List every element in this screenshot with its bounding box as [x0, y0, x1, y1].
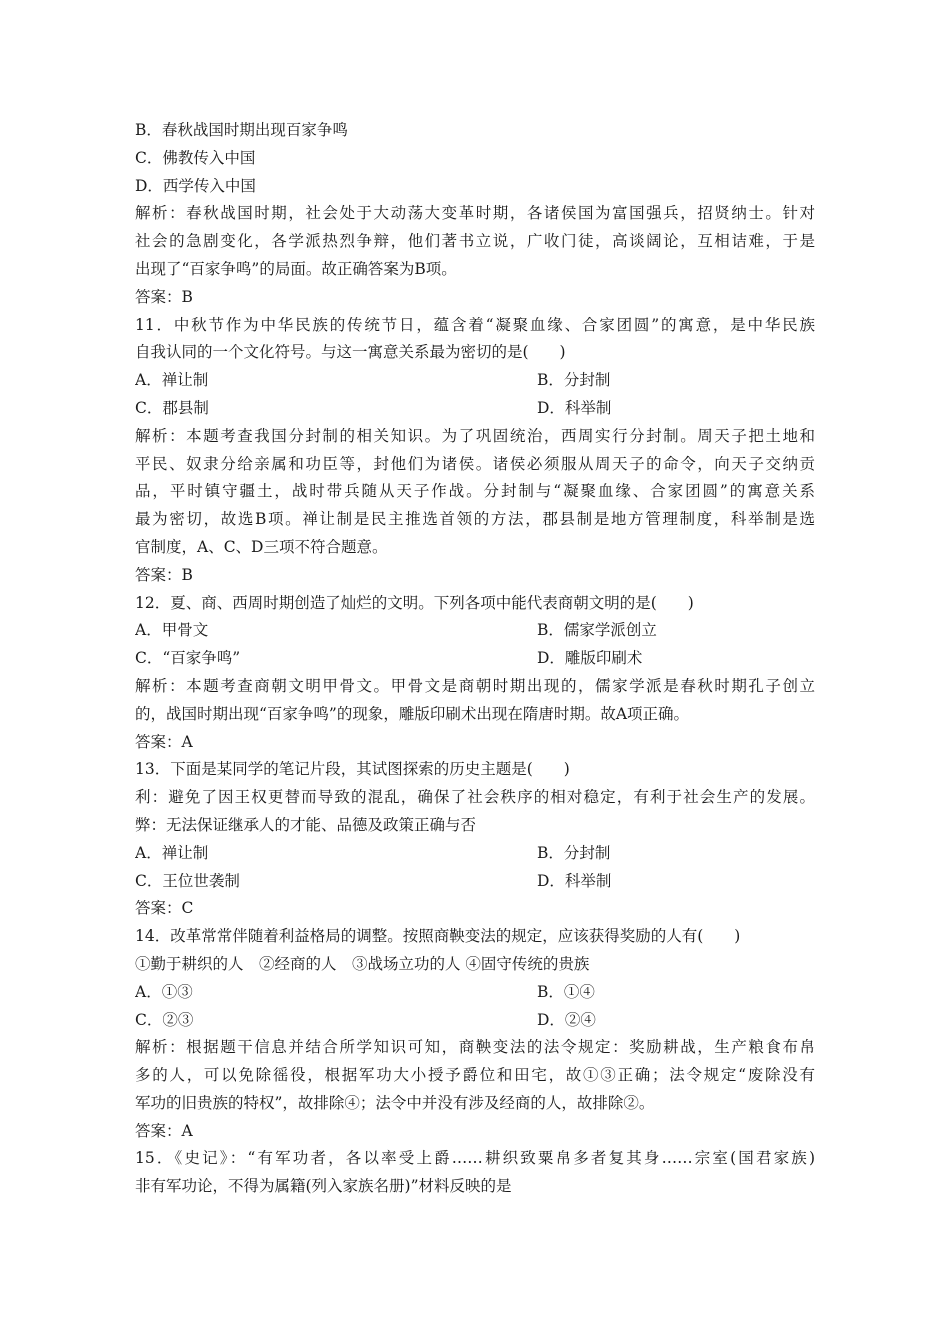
text-line: 答案：B — [135, 565, 193, 584]
text-line: 解析：根据题干信息并结合所学知识可知，商鞅变法的法令规定：奖励耕战，生产粮食布帛 — [135, 1038, 815, 1057]
option-left: C．②③ — [135, 1010, 194, 1029]
text-line: 品，平时镇守疆土，战时带兵随从天子作战。分封制与“凝聚血缘、合家团圆”的寓意关系 — [135, 482, 815, 501]
option-right: B．分封制 — [537, 371, 611, 390]
option-left: A．禅让制 — [135, 371, 209, 390]
option-row — [135, 979, 815, 1007]
document-body — [135, 117, 815, 1201]
option-row — [135, 645, 815, 673]
text-line: 军功的旧贵族的特权”，故排除④；法令中并没有涉及经商的人，故排除②。 — [135, 1093, 655, 1112]
text-line: 13．下面是某同学的笔记片段，其试图探索的历史主题是( ) — [135, 760, 570, 779]
option-right: D．雕版印刷术 — [537, 649, 643, 668]
option-row — [135, 840, 815, 868]
text-line: ①勤于耕织的人 ②经商的人 ③战场立功的人 ④固守传统的贵族 — [135, 954, 590, 973]
text-line: 答案：B — [135, 287, 193, 306]
text-line: 11．中秋节作为中华民族的传统节日，蕴含着“凝聚血缘、合家团圆”的寓意，是中华民族 — [135, 315, 815, 334]
text-line: C．佛教传入中国 — [135, 148, 256, 167]
text-line: 的，战国时期出现“百家争鸣”的现象，雕版印刷术出现在隋唐时期。故A项正确。 — [135, 704, 690, 723]
text-line: 12．夏、商、西周时期创造了灿烂的文明。下列各项中能代表商朝文明的是( ) — [135, 593, 694, 612]
option-left: C．王位世袭制 — [135, 871, 240, 890]
option-row — [135, 395, 815, 423]
text-line: 解析：本题考查我国分封制的相关知识。为了巩固统治，西周实行分封制。周天子把土地和 — [135, 426, 815, 445]
text-line: B．春秋战国时期出现百家争鸣 — [135, 121, 348, 139]
option-right: D．②④ — [537, 1010, 596, 1029]
text-line: 自我认同的一个文化符号。与这一寓意关系最为密切的是( ) — [135, 343, 566, 362]
option-left: A．①③ — [135, 982, 193, 1001]
text-line: 非有军功论，不得为属籍(列入家族名册)”材料反映的是 — [135, 1177, 512, 1196]
text-line: 答案：A — [135, 732, 193, 751]
option-right: B．①④ — [537, 982, 595, 1001]
option-left: C．郡县制 — [135, 398, 209, 417]
text-line: 解析：本题考查商朝文明甲骨文。甲骨文是商朝时期出现的，儒家学派是春秋时期孔子创立 — [135, 676, 815, 695]
text-line: 答案：A — [135, 1121, 193, 1140]
option-row — [135, 617, 815, 645]
option-row — [135, 367, 815, 395]
text-line: 平民、奴隶分给亲属和功臣等，封他们为诸侯。诸侯必须服从周天子的命令，向天子交纳贡 — [135, 454, 815, 473]
option-right: B．儒家学派创立 — [537, 621, 657, 640]
text-line: 解析：春秋战国时期，社会处于大动荡大变革时期，各诸侯国为富国强兵，招贤纳士。针对 — [135, 204, 815, 223]
text-line: 多的人，可以免除徭役，根据军功大小授予爵位和田宅，故①③正确；法令规定“废除没有 — [135, 1066, 815, 1085]
text-line: D．西学传入中国 — [135, 176, 256, 195]
option-right: D．科举制 — [537, 398, 612, 417]
text-line: 弊：无法保证继承人的才能、品德及政策正确与否 — [135, 815, 477, 834]
text-line: 15．《史记》：“有军功者，各以率受上爵……耕织致粟帛多者复其身……宗室(国君家族) — [135, 1149, 815, 1168]
text-line: 答案：C — [135, 899, 194, 918]
text-line: 最为密切，故选B项。禅让制是民主推选首领的方法，郡县制是地方管理制度，科举制是选 — [135, 510, 815, 529]
option-row — [135, 1007, 815, 1035]
text-line: 利：避免了因王权更替而导致的混乱，确保了社会秩序的相对稳定，有利于社会生产的发展。 — [135, 788, 815, 807]
option-right: D．科举制 — [537, 871, 612, 890]
option-left: C．“百家争鸣” — [135, 649, 241, 668]
text-line: 社会的急剧变化，各学派热烈争辩，他们著书立说，广收门徒，高谈阔论，互相诘难，于是 — [135, 232, 815, 251]
text-line: 14．改革常常伴随着利益格局的调整。按照商鞅变法的规定，应该获得奖励的人有( ) — [135, 927, 741, 946]
text-line: 出现了“百家争鸣”的局面。故正确答案为B项。 — [135, 259, 457, 278]
option-right: B．分封制 — [537, 843, 611, 862]
option-left: A．甲骨文 — [135, 621, 209, 640]
option-row — [135, 868, 815, 896]
text-line: 官制度，A、C、D三项不符合题意。 — [135, 537, 388, 556]
option-left: A．禅让制 — [135, 843, 209, 862]
